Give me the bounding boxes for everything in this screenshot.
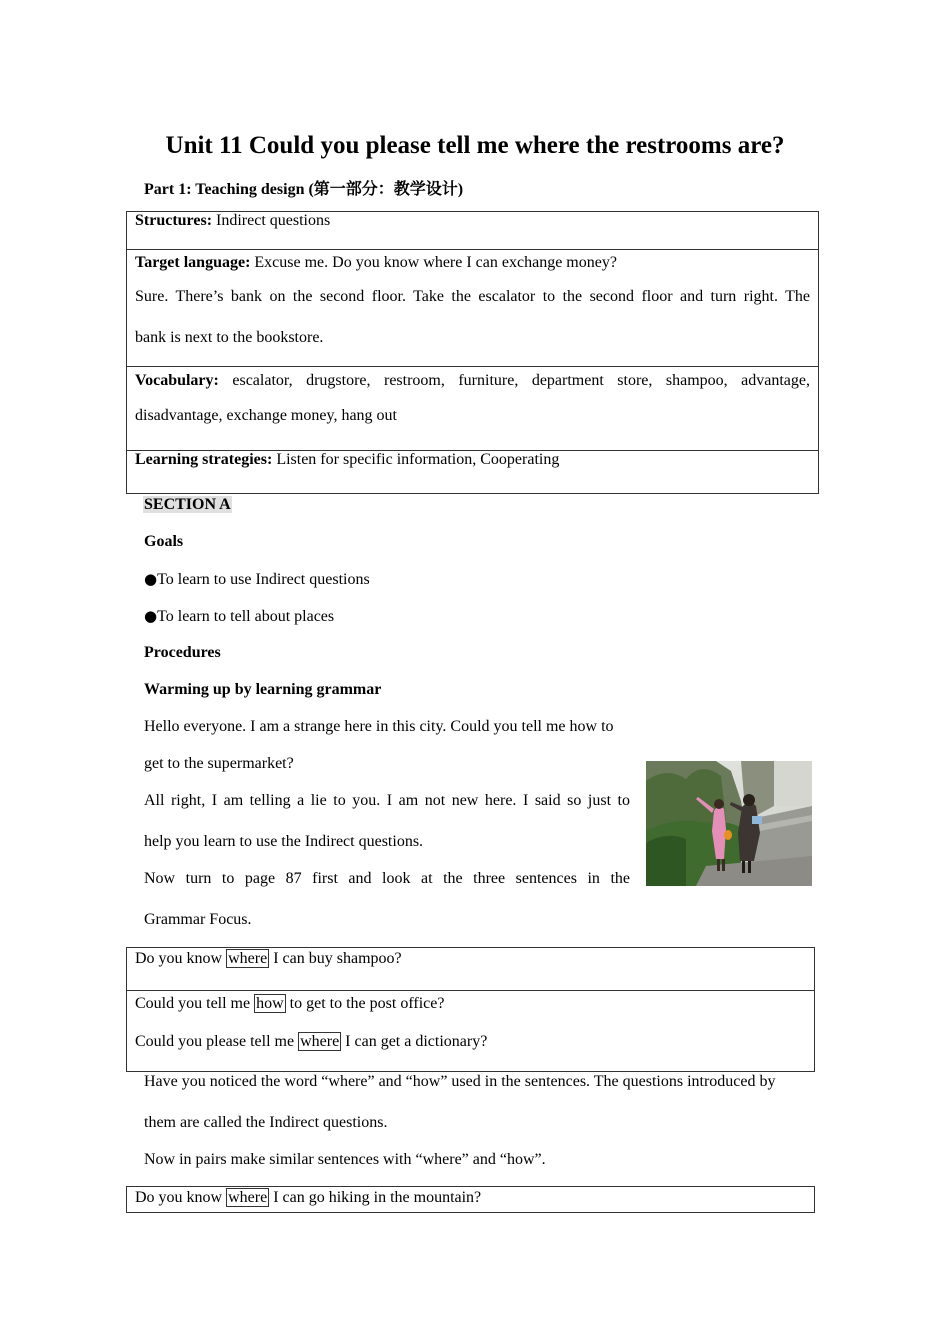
structures-label: Structures: (135, 212, 213, 229)
part-heading: Part 1: Teaching design (第一部分：教学设计) (144, 181, 464, 198)
example-row: Could you tell me how to get to the post office? Could you please tell me where I can get a dictionary? (127, 991, 815, 1072)
teaching-design-table (126, 211, 819, 494)
structures-row (127, 212, 819, 250)
goal-item: ●To learn to tell about places (144, 607, 335, 625)
bullet-icon: ● (144, 607, 158, 625)
highlighted-word: where (300, 1033, 340, 1050)
paragraph-line: Now in pairs make similar sentences with “where” and “how”. (144, 1151, 546, 1168)
examples-table (126, 947, 815, 1072)
page-title: Unit 11 Could you please tell me where the restrooms are? (165, 132, 785, 159)
procedures-heading: Procedures (144, 644, 221, 661)
vocabulary-row (127, 367, 819, 451)
street-photo (646, 761, 812, 886)
paragraph-line: Now turn to page 87 first and look at the three sentences in the (144, 870, 630, 887)
vocabulary-line1: escalator, drugstore, restroom, furniture, department store, shampoo, advantage, (232, 372, 811, 389)
paragraph-line: All right, I am telling a lie to you. I am not new here. I said so just to (144, 792, 630, 809)
target-language-row (127, 250, 819, 367)
example-row: Do you know where I can go hiking in the mountain? (127, 1187, 815, 1213)
highlighted-word: where (228, 1189, 268, 1206)
example-row: Do you know where I can buy shampoo? (127, 948, 815, 991)
paragraph-line: Have you noticed the word “where” and “how” used in the sentences. The questions introduced by (144, 1073, 776, 1090)
vocabulary-label: Vocabulary: (135, 372, 219, 389)
strategies-row (127, 451, 819, 494)
bullet-icon: ● (144, 570, 158, 588)
strategies-label: Learning strategies: (135, 451, 273, 468)
section-a-heading: SECTION A (144, 496, 231, 513)
paragraph-line: them are called the Indirect questions. (144, 1114, 388, 1131)
practice-table (126, 1186, 815, 1213)
target-language-line1: Excuse me. Do you know where I can exchange money? (254, 254, 617, 271)
highlighted-word: where (228, 950, 268, 967)
paragraph-line: Grammar Focus. (144, 911, 252, 928)
paragraph-line: help you learn to use the Indirect questions. (144, 833, 424, 850)
target-language-line3: bank is next to the bookstore. (135, 329, 324, 346)
highlighted-word: how (256, 995, 284, 1012)
target-language-line2: Sure. There’s bank on the second floor. Take the escalator to the second floor and turn right. The (135, 288, 810, 305)
warmup-heading: Warming up by learning grammar (144, 681, 382, 698)
strategies-value: Listen for specific information, Cooperating (276, 451, 560, 468)
structures-value: Indirect questions (216, 212, 331, 229)
target-language-label: Target language: (135, 254, 251, 271)
goals-heading: Goals (144, 533, 184, 550)
vocabulary-line2: disadvantage, exchange money, hang out (135, 407, 397, 424)
goal-item: ●To learn to use Indirect questions (144, 570, 370, 588)
paragraph-line: Hello everyone. I am a strange here in this city. Could you tell me how to (144, 718, 614, 735)
paragraph-line: get to the supermarket? (144, 755, 294, 772)
